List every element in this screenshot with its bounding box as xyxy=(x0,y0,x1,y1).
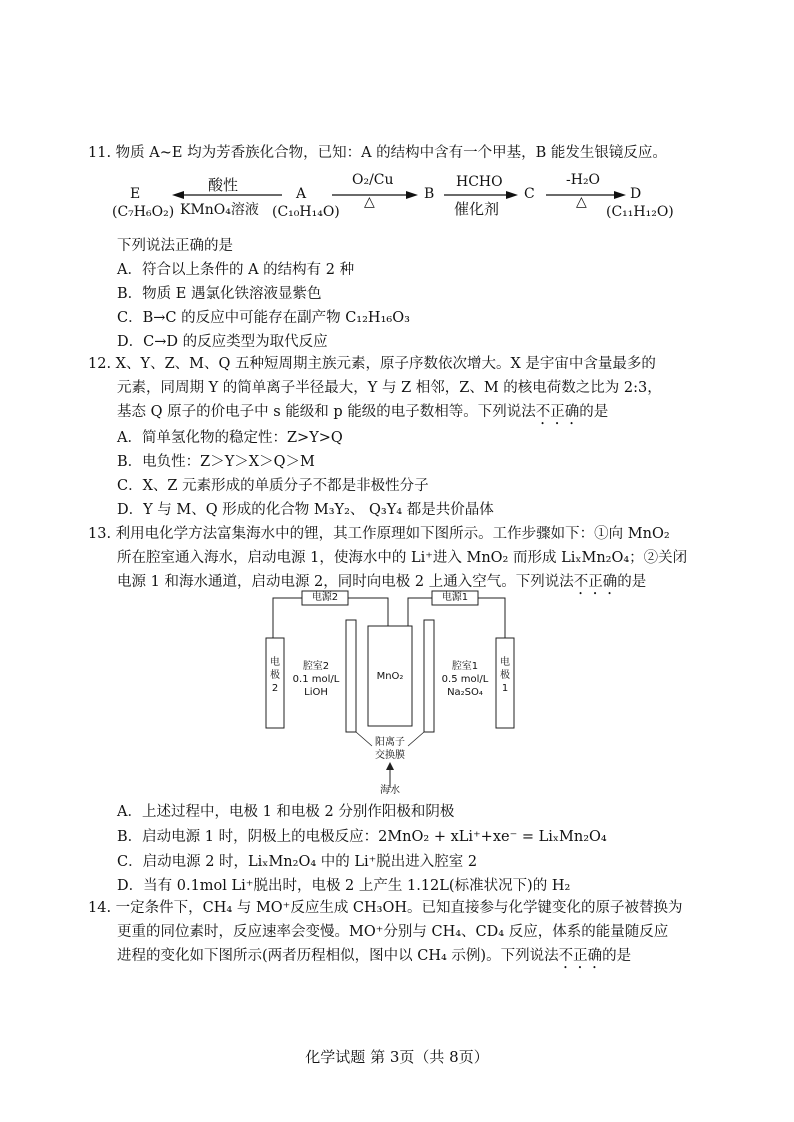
q13-stem-line2: 所在腔室通入海水，启动电源 1，使海水中的 Li⁺进入 MnO₂ 而形成 LiₓMn₂O₄；②关闭 xyxy=(117,550,688,566)
q12-stem-text: 基态 Q 原子的价电子中 s 能级和 p 能级的电子数相等。下列说法 xyxy=(117,404,536,420)
arrow2-condition: △ xyxy=(364,194,375,210)
q11-prompt: 下列说法正确的是 xyxy=(117,238,233,254)
compound-A: A xyxy=(296,186,307,202)
q12-option-d[interactable]: D．Y 与 M、Q 形成的化合物 M₃Y₂、 Q₃Y₄ 都是共价晶体 xyxy=(117,502,494,518)
compound-C: C xyxy=(524,186,535,202)
q12-option-b[interactable]: B．电负性：Z＞Y＞X＞Q＞M xyxy=(117,454,315,470)
power-source-2: 电源2 xyxy=(311,592,339,603)
q14-stem-end: 的是 xyxy=(602,948,632,964)
power-source-1: 电源1 xyxy=(441,592,469,603)
chamber-2-label: 腔室2 0.1 mol/L LiOH xyxy=(292,661,340,698)
chamber-1-label: 腔室1 0.5 mol/L Na₂SO₄ xyxy=(441,661,489,698)
q12-option-c[interactable]: C．X、Z 元素形成的单质分子不都是非极性分子 xyxy=(117,478,429,494)
compound-A-formula: (C₁₀H₁₄O) xyxy=(272,204,340,220)
compound-D-formula: (C₁₁H₁₂O) xyxy=(606,204,674,220)
page-footer: 化学试题 第 3页（共 8页） xyxy=(305,1048,489,1066)
q13-option-a[interactable]: A．上述过程中，电极 1 和电极 2 分别作阳极和阴极 xyxy=(117,804,455,820)
q11-reaction-scheme xyxy=(100,168,700,228)
arrow-right-icon xyxy=(614,191,626,199)
compound-E: E xyxy=(130,186,141,202)
electrode-2-label: 电 极 2 xyxy=(270,657,280,694)
q13-option-c[interactable]: C．启动电源 2 时，LiₓMn₂O₄ 中的 Li⁺脱出进入腔室 2 xyxy=(117,854,478,870)
arrow1-condition: KMnO₄溶液 xyxy=(180,202,259,218)
q11-option-b[interactable]: B．物质 E 遇氯化铁溶液显紫色 xyxy=(117,286,322,302)
q14-stem-line2: 更重的同位素时，反应速率会变慢。MO⁺分别与 CH₄、CD₄ 反应，体系的能量随反应 xyxy=(117,924,669,940)
q14-emphasis: 不正确 xyxy=(558,948,603,964)
q13-stem-end: 的是 xyxy=(617,574,647,590)
mno2-label: MnO₂ xyxy=(376,671,404,682)
arrow1-reagent: 酸性 xyxy=(208,176,239,194)
q11-option-c[interactable]: C．B→C 的反应中可能存在副产物 C₁₂H₁₆O₃ xyxy=(117,310,410,326)
arrow-up-icon xyxy=(386,762,394,770)
arrow-left-icon xyxy=(172,191,184,199)
q12-option-a[interactable]: A．简单氢化物的稳定性：Z>Y>Q xyxy=(117,430,343,446)
compound-D: D xyxy=(630,186,642,202)
arrow4-condition: △ xyxy=(576,194,587,210)
q12-stem-end: 的是 xyxy=(579,404,609,420)
q13-emphasis: 不正确 xyxy=(573,574,618,590)
arrow4-reagent: -H₂O xyxy=(566,172,601,188)
q14-stem-text: 进程的变化如下图所示(两者历程相似，图中以 CH₄ 示例)。下列说法 xyxy=(117,948,559,964)
electrolysis-figure xyxy=(260,588,520,798)
q12-stem-line3 xyxy=(117,402,608,428)
q11-option-d[interactable]: D．C→D 的反应类型为取代反应 xyxy=(117,334,328,350)
seawater-label: 海水 xyxy=(380,785,400,796)
membrane-label: 阳离子 交换膜 xyxy=(375,737,405,761)
arrow-right-icon xyxy=(506,191,518,199)
arrow-right-icon xyxy=(406,191,418,199)
arrow2-reagent: O₂/Cu xyxy=(352,172,394,188)
q14-stem-line3 xyxy=(117,946,631,972)
q13-option-d[interactable]: D．当有 0.1mol Li⁺脱出时，电极 2 上产生 1.12L(标准状况下)的 H₂ xyxy=(117,878,571,894)
q11-stem: 11. 物质 A~E 均为芳香族化合物，已知：A 的结构中含有一个甲基，B 能发生银镜反应。 xyxy=(88,145,667,161)
electrode-1-label: 电 极 1 xyxy=(500,657,510,694)
q12-emphasis: 不正确 xyxy=(535,404,580,420)
q13-stem-text: 电源 1 和海水通道，启动电源 2，同时向电极 2 上通入空气。下列说法 xyxy=(117,574,574,590)
compound-E-formula: (C₇H₆O₂) xyxy=(112,204,175,220)
q14-stem-line1: 14. 一定条件下，CH₄ 与 MO⁺反应生成 CH₃OH。已知直接参与化学键变化的原子被替换为 xyxy=(88,900,683,916)
q13-stem-line1: 13. 利用电化学方法富集海水中的锂，其工作原理如下图所示。工作步骤如下：①向 MnO₂ xyxy=(88,526,670,542)
q12-stem-line2: 元素，同周期 Y 的简单离子半径最大，Y 与 Z 相邻，Z、M 的核电荷数之比为 2:3， xyxy=(117,380,662,396)
arrow3-reagent: HCHO xyxy=(456,174,503,190)
q12-stem-line1: 12. X、Y、Z、M、Q 五种短周期主族元素，原子序数依次增大。X 是宇宙中含量最多的 xyxy=(88,356,656,372)
q13-option-b[interactable]: B．启动电源 1 时，阴极上的电极反应：2MnO₂ + xLi⁺+xe⁻ = LiₓMn₂O₄ xyxy=(117,829,607,845)
arrow3-condition: 催化剂 xyxy=(454,200,500,218)
q11-option-a[interactable]: A．符合以上条件的 A 的结构有 2 种 xyxy=(117,262,355,278)
compound-B: B xyxy=(424,186,435,202)
